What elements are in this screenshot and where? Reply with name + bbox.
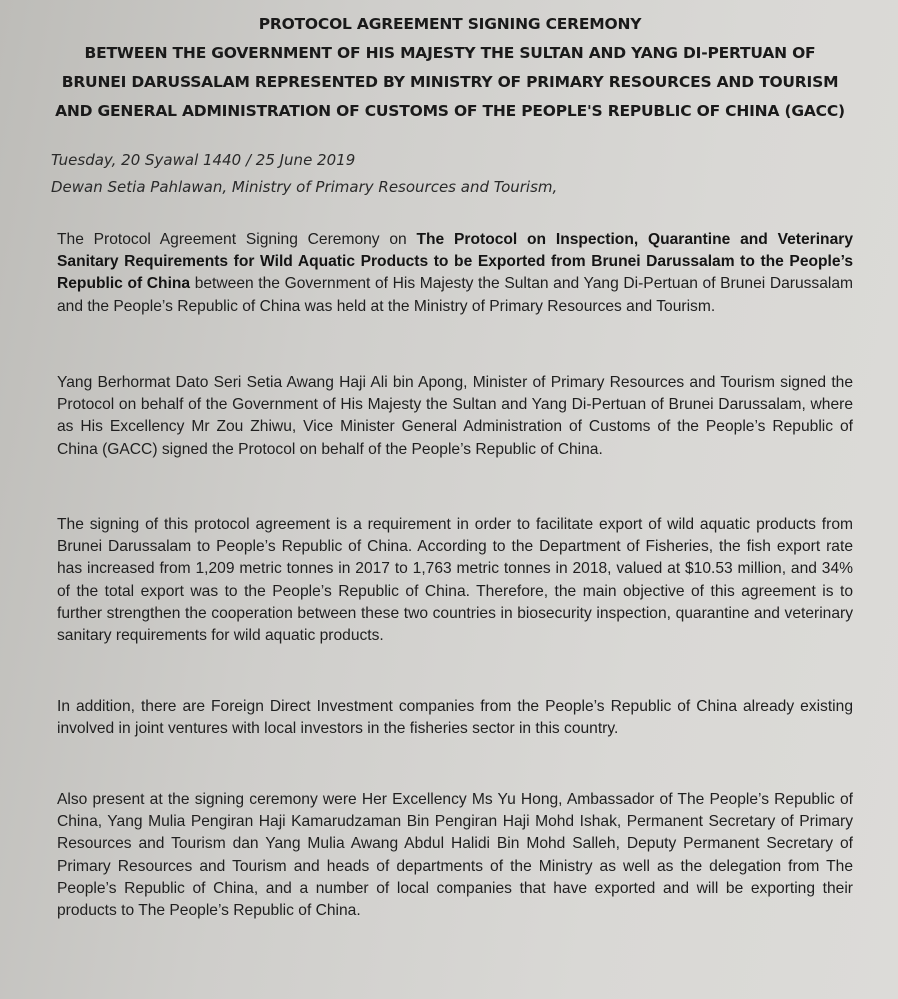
paragraph-intro-lead: The Protocol Agreement Signing Ceremony on (57, 231, 417, 248)
event-date: Tuesday, 20 Syawal 1440 / 25 June 2019 (51, 151, 356, 169)
paragraph-investment: In addition, there are Foreign Direct Investment companies from the People’s Republic of China already existing involved in joint ventures with local investors in the fisheries sector in this country. (57, 698, 853, 738)
event-venue: Dewan Setia Pahlawan, Ministry of Primary Resources and Tourism, (51, 178, 558, 196)
protocol-title: The Protocol on Inspection, Quarantine and Veterinary Sanitary Requirements for Wild Aquatic Products to be Exported from Brunei Darussalam to the People’s Republic of China (57, 231, 853, 293)
paragraph-signatories: Yang Berhormat Dato Seri Setia Awang Haji Ali bin Apong, Minister of Primary Resources and Tourism signed the Protocol on behalf of the Government of His Majesty the Sultan and Yang Di-Pertuan of Brunei Darussalam, where as His Excellency Mr Zou Zhiwu, Vice Minister General Administration of Customs of the People’s Republic of China (GACC) signed the Protocol on behalf of the People’s Republic of China. (57, 374, 853, 458)
document-header (20, 10, 880, 126)
header-line-4: AND GENERAL ADMINISTRATION OF CUSTOMS OF THE PEOPLE'S REPUBLIC OF CHINA (GACC) (55, 102, 845, 120)
paragraph-intro (57, 229, 853, 318)
event-meta (51, 147, 557, 201)
paragraph-intro-rest: between the Government of His Majesty the Sultan and Yang Di-Pertuan of Brunei Darussalam and the People’s Republic of China was held at the Ministry of Primary Resources and Tourism. (57, 275, 854, 315)
header-title: PROTOCOL AGREEMENT SIGNING CEREMONY (258, 15, 642, 33)
paragraph-export-figures: The signing of this protocol agreement is a requirement in order to facilitate export of wild aquatic products from Brunei Darussalam to People’s Republic of China. According to the Department of Fisheries, the fish export rate has increased from 1,209 metric tonnes in 2017 to 1,763 metric tonnes in 2018, valued at $10.53 million, and 34% of the total export was to the People’s Republic of China. Therefore, the main objective of this agreement is to further strengthen the cooperation between these two countries in biosecurity inspection, quarantine and veterinary sanitary requirements for wild aquatic products. (57, 516, 853, 645)
header-line-2: BETWEEN THE GOVERNMENT OF HIS MAJESTY THE SULTAN AND YANG DI-PERTUAN OF (84, 44, 816, 62)
paragraph-attendees: Also present at the signing ceremony were Her Excellency Ms Yu Hong, Ambassador of The People’s Republic of China, Yang Mulia Pengiran Haji Kamarudzaman Bin Pengiran Haji Mohd Ishak, Permanent Secretary of Primary Resources and Tourism dan Yang Mulia Awang Abdul Halidi Bin Mohd Salleh, Deputy Permanent Secretary of Primary Resources and Tourism and heads of departments of the Ministry as well as the delegation from The People’s Republic of China, and a number of local companies that have exported and will be exporting their products to The People’s Republic of China. (57, 791, 853, 920)
header-line-3: BRUNEI DARUSSALAM REPRESENTED BY MINISTRY OF PRIMARY RESOURCES AND TOURISM (61, 73, 839, 91)
